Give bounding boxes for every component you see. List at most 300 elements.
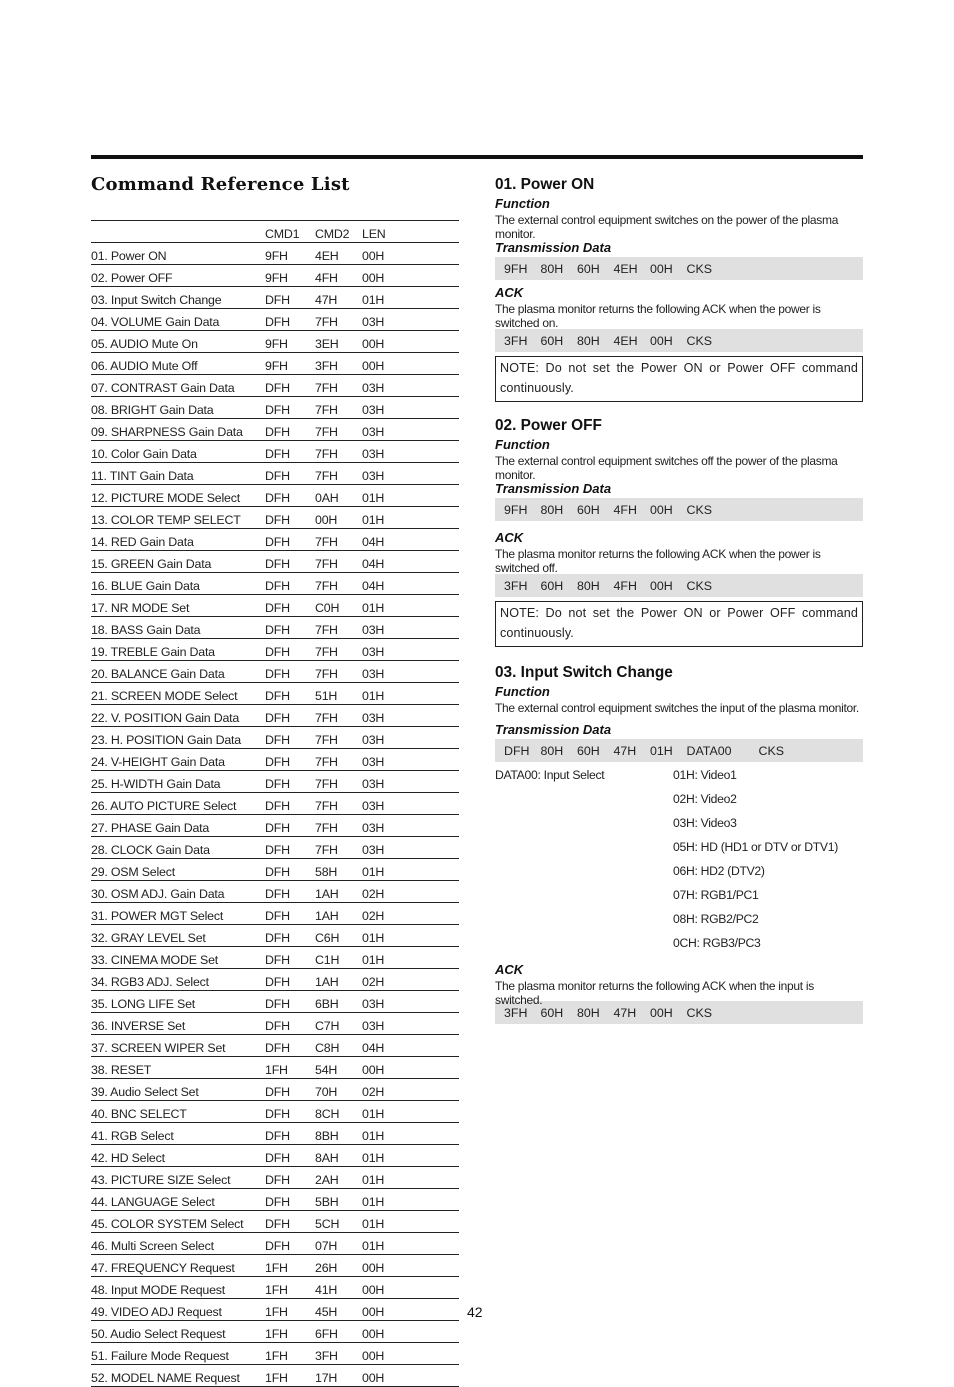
cmd1-value: 1FH	[265, 1321, 315, 1343]
table-row	[91, 353, 459, 375]
command-name: 24. V-HEIGHT Gain Data	[91, 749, 265, 771]
byte: 60H	[540, 333, 564, 348]
cmd2-value: C6H	[315, 925, 362, 947]
cmd1-value: DFH	[265, 969, 315, 991]
table-row	[91, 1057, 459, 1079]
len-value: 01H	[362, 1101, 459, 1123]
cmd1-value: 9FH	[265, 243, 315, 265]
command-name: 01. Power ON	[91, 243, 265, 265]
page-number: 42	[467, 1304, 483, 1320]
byte: CKS	[758, 743, 784, 758]
cmd1-value: DFH	[265, 529, 315, 551]
byte: 47H	[613, 1005, 637, 1020]
table-row	[91, 485, 459, 507]
command-name: 45. COLOR SYSTEM Select	[91, 1211, 265, 1233]
cmd1-value: DFH	[265, 507, 315, 529]
function-label: Function	[495, 437, 550, 452]
cmd1-value: DFH	[265, 859, 315, 881]
transmission-label: Transmission Data	[495, 240, 612, 255]
cmd1-value: DFH	[265, 749, 315, 771]
table-row	[91, 463, 459, 485]
table-row	[91, 661, 459, 683]
cmd2-value: C0H	[315, 595, 362, 617]
cmd2-value: C7H	[315, 1013, 362, 1035]
byte: 3FH	[504, 578, 528, 593]
len-value: 00H	[362, 353, 459, 375]
section-title: 01. Power ON	[495, 176, 595, 193]
table-row	[91, 815, 459, 837]
len-value: 04H	[362, 573, 459, 595]
len-value: 03H	[362, 1013, 459, 1035]
cmd2-value: 58H	[315, 859, 362, 881]
table-row	[91, 903, 459, 925]
len-value: 03H	[362, 771, 459, 793]
table-row	[91, 441, 459, 463]
list-item: 05H: HD (HD1 or DTV or DTV1)	[673, 840, 838, 854]
cmd1-value: DFH	[265, 815, 315, 837]
len-value: 01H	[362, 595, 459, 617]
function-text: The external control equipment switches the input of the plasma monitor.	[495, 701, 859, 715]
len-value: 01H	[362, 1211, 459, 1233]
table-row	[91, 859, 459, 881]
byte: 60H	[540, 1005, 564, 1020]
table-row	[91, 1343, 459, 1365]
command-name: 37. SCREEN WIPER Set	[91, 1035, 265, 1057]
len-value: 03H	[362, 441, 459, 463]
cmd1-value: DFH	[265, 441, 315, 463]
cmd1-value: DFH	[265, 991, 315, 1013]
cmd1-value: DFH	[265, 573, 315, 595]
table-row	[91, 375, 459, 397]
section-title: 03. Input Switch Change	[495, 664, 673, 681]
cmd2-value: 5CH	[315, 1211, 362, 1233]
table-row	[91, 309, 459, 331]
byte: 00H	[650, 261, 673, 276]
transmission-data	[495, 739, 863, 762]
len-value: 04H	[362, 529, 459, 551]
len-value: 03H	[362, 837, 459, 859]
cmd2-value: 7FH	[315, 727, 362, 749]
cmd2-value: 7FH	[315, 837, 362, 859]
cmd2-value: 3FH	[315, 1343, 362, 1365]
command-name: 06. AUDIO Mute Off	[91, 353, 265, 375]
len-value: 01H	[362, 1189, 459, 1211]
command-name: 46. Multi Screen Select	[91, 1233, 265, 1255]
cmd1-value: DFH	[265, 661, 315, 683]
len-value: 00H	[362, 243, 459, 265]
table-row	[91, 1079, 459, 1101]
table-row	[91, 947, 459, 969]
byte: 00H	[650, 502, 673, 517]
table-row	[91, 529, 459, 551]
note-box: NOTE: Do not set the Power ON or Power OFF command continuously.	[495, 356, 863, 402]
table-row	[91, 507, 459, 529]
len-value: 03H	[362, 639, 459, 661]
byte: 80H	[577, 1005, 600, 1020]
table-row	[91, 1189, 459, 1211]
command-name: 05. AUDIO Mute On	[91, 331, 265, 353]
len-value: 02H	[362, 969, 459, 991]
section-power-on	[495, 176, 863, 402]
command-name: 12. PICTURE MODE Select	[91, 485, 265, 507]
byte: 80H	[577, 578, 600, 593]
cmd2-value: 17H	[315, 1365, 362, 1387]
table-row	[91, 881, 459, 903]
command-name: 10. Color Gain Data	[91, 441, 265, 463]
table-row	[91, 243, 459, 265]
len-value: 01H	[362, 287, 459, 309]
cmd1-value: DFH	[265, 419, 315, 441]
cmd2-value: 0AH	[315, 485, 362, 507]
cmd1-value: DFH	[265, 1079, 315, 1101]
cmd2-value: 7FH	[315, 661, 362, 683]
cmd2-value: 1AH	[315, 881, 362, 903]
table-row	[91, 1277, 459, 1299]
byte: 80H	[577, 333, 600, 348]
byte: 80H	[540, 261, 564, 276]
ack-label: ACK	[495, 962, 524, 977]
len-value: 04H	[362, 1035, 459, 1057]
table-row	[91, 991, 459, 1013]
section-input-switch	[495, 664, 863, 1024]
function-text: The external control equipment switches off the power of the plasma monitor.	[495, 454, 838, 482]
cmd2-value: 7FH	[315, 815, 362, 837]
cmd2-value: 7FH	[315, 309, 362, 331]
cmd1-value: DFH	[265, 903, 315, 925]
len-value: 04H	[362, 551, 459, 573]
command-name: 42. HD Select	[91, 1145, 265, 1167]
byte: 4EH	[613, 261, 638, 276]
cmd1-value: DFH	[265, 771, 315, 793]
cmd1-value: DFH	[265, 639, 315, 661]
cmd1-value: DFH	[265, 1211, 315, 1233]
len-value: 03H	[362, 749, 459, 771]
command-name: 33. CINEMA MODE Set	[91, 947, 265, 969]
command-name: 31. POWER MGT Select	[91, 903, 265, 925]
table-row	[91, 1101, 459, 1123]
cmd1-value: 1FH	[265, 1343, 315, 1365]
ack-label: ACK	[495, 285, 524, 300]
cmd2-value: 4EH	[315, 243, 362, 265]
command-table	[91, 220, 459, 1387]
list-item: 08H: RGB2/PC2	[673, 912, 759, 926]
command-name: 48. Input MODE Request	[91, 1277, 265, 1299]
header-name	[91, 221, 265, 243]
len-value: 00H	[362, 1057, 459, 1079]
byte: 60H	[577, 743, 600, 758]
command-name: 20. BALANCE Gain Data	[91, 661, 265, 683]
cmd1-value: DFH	[265, 705, 315, 727]
table-row	[91, 683, 459, 705]
command-name: 26. AUTO PICTURE Select	[91, 793, 265, 815]
len-value: 01H	[362, 925, 459, 947]
command-name: 40. BNC SELECT	[91, 1101, 265, 1123]
cmd1-value: DFH	[265, 551, 315, 573]
command-name: 49. VIDEO ADJ Request	[91, 1299, 265, 1321]
command-name: 11. TINT Gain Data	[91, 463, 265, 485]
cmd1-value: DFH	[265, 309, 315, 331]
ack-text: The plasma monitor returns the following ACK when the power is switched on.	[495, 302, 821, 330]
table-row	[91, 1299, 459, 1321]
cmd1-value: 9FH	[265, 331, 315, 353]
len-value: 01H	[362, 683, 459, 705]
len-value: 03H	[362, 463, 459, 485]
cmd2-value: 6FH	[315, 1321, 362, 1343]
table-row	[91, 265, 459, 287]
cmd1-value: DFH	[265, 397, 315, 419]
len-value: 00H	[362, 1321, 459, 1343]
len-value: 03H	[362, 375, 459, 397]
byte: 60H	[577, 502, 600, 517]
cmd2-value: 7FH	[315, 639, 362, 661]
table-row	[91, 1365, 459, 1387]
table-row	[91, 617, 459, 639]
len-value: 01H	[362, 1145, 459, 1167]
cmd1-value: DFH	[265, 1233, 315, 1255]
command-name: 35. LONG LIFE Set	[91, 991, 265, 1013]
ack-label: ACK	[495, 530, 524, 545]
command-name: 16. BLUE Gain Data	[91, 573, 265, 595]
table-row	[91, 397, 459, 419]
cmd2-value: 7FH	[315, 749, 362, 771]
command-name: 47. FREQUENCY Request	[91, 1255, 265, 1277]
byte: 3FH	[504, 1005, 528, 1020]
len-value: 02H	[362, 881, 459, 903]
command-name: 41. RGB Select	[91, 1123, 265, 1145]
command-name: 07. CONTRAST Gain Data	[91, 375, 265, 397]
cmd1-value: DFH	[265, 287, 315, 309]
ack-data	[495, 329, 863, 352]
list-item: 03H: Video3	[673, 816, 737, 830]
len-value: 03H	[362, 793, 459, 815]
command-name: 36. INVERSE Set	[91, 1013, 265, 1035]
byte: CKS	[686, 502, 712, 517]
cmd2-value: 70H	[315, 1079, 362, 1101]
len-value: 00H	[362, 265, 459, 287]
table-row	[91, 1255, 459, 1277]
command-name: 15. GREEN Gain Data	[91, 551, 265, 573]
right-column	[495, 176, 863, 1024]
cmd2-value: 51H	[315, 683, 362, 705]
table-row	[91, 595, 459, 617]
command-name: 50. Audio Select Request	[91, 1321, 265, 1343]
cmd2-value: 41H	[315, 1277, 362, 1299]
len-value: 01H	[362, 1167, 459, 1189]
len-value: 02H	[362, 903, 459, 925]
cmd2-value: 7FH	[315, 705, 362, 727]
table-row	[91, 925, 459, 947]
cmd2-value: 7FH	[315, 617, 362, 639]
command-name: 30. OSM ADJ. Gain Data	[91, 881, 265, 903]
command-name: 29. OSM Select	[91, 859, 265, 881]
table-row	[91, 1145, 459, 1167]
len-value: 01H	[362, 859, 459, 881]
byte: 00H	[650, 333, 673, 348]
transmission-label: Transmission Data	[495, 481, 612, 496]
cmd1-value: 1FH	[265, 1255, 315, 1277]
len-value: 00H	[362, 331, 459, 353]
cmd1-value: DFH	[265, 925, 315, 947]
cmd2-value: 7FH	[315, 771, 362, 793]
cmd2-value: 3EH	[315, 331, 362, 353]
cmd1-value: DFH	[265, 1035, 315, 1057]
len-value: 03H	[362, 991, 459, 1013]
cmd1-value: DFH	[265, 683, 315, 705]
table-row	[91, 639, 459, 661]
table-row	[91, 551, 459, 573]
byte: 4EH	[613, 333, 638, 348]
cmd2-value: 8BH	[315, 1123, 362, 1145]
len-value: 01H	[362, 1233, 459, 1255]
cmd2-value: 54H	[315, 1057, 362, 1079]
len-value: 01H	[362, 507, 459, 529]
list-item: 02H: Video2	[673, 792, 737, 806]
cmd2-value: 45H	[315, 1299, 362, 1321]
function-label: Function	[495, 684, 550, 699]
cmd2-value: 7FH	[315, 551, 362, 573]
table-row	[91, 705, 459, 727]
cmd1-value: 1FH	[265, 1299, 315, 1321]
table-row	[91, 1035, 459, 1057]
cmd1-value: DFH	[265, 595, 315, 617]
len-value: 00H	[362, 1365, 459, 1387]
list-item: 0CH: RGB3/PC3	[673, 936, 761, 950]
cmd2-value: 7FH	[315, 441, 362, 463]
len-value: 01H	[362, 1123, 459, 1145]
cmd2-value: 26H	[315, 1255, 362, 1277]
header-cmd1: CMD1	[265, 221, 315, 243]
byte: CKS	[686, 578, 712, 593]
table-row	[91, 419, 459, 441]
len-value: 02H	[362, 1079, 459, 1101]
command-name: 04. VOLUME Gain Data	[91, 309, 265, 331]
byte: 9FH	[504, 502, 528, 517]
cmd2-value: 7FH	[315, 463, 362, 485]
command-name: 51. Failure Mode Request	[91, 1343, 265, 1365]
cmd2-value: 3FH	[315, 353, 362, 375]
command-name: 44. LANGUAGE Select	[91, 1189, 265, 1211]
command-name: 21. SCREEN MODE Select	[91, 683, 265, 705]
transmission-data	[495, 257, 863, 280]
byte: 60H	[577, 261, 600, 276]
command-name: 02. Power OFF	[91, 265, 265, 287]
cmd2-value: 7FH	[315, 397, 362, 419]
cmd2-value: 4FH	[315, 265, 362, 287]
command-name: 34. RGB3 ADJ. Select	[91, 969, 265, 991]
list-item: 06H: HD2 (DTV2)	[673, 864, 765, 878]
select-label: DATA00: Input Select	[495, 768, 605, 782]
cmd2-value: 7FH	[315, 573, 362, 595]
byte: 80H	[540, 502, 564, 517]
note-box: NOTE: Do not set the Power ON or Power OFF command continuously.	[495, 601, 863, 647]
cmd1-value: DFH	[265, 1189, 315, 1211]
byte: 4FH	[613, 578, 637, 593]
cmd1-value: DFH	[265, 1145, 315, 1167]
cmd2-value: 8CH	[315, 1101, 362, 1123]
byte: 4FH	[613, 502, 637, 517]
cmd1-value: DFH	[265, 1123, 315, 1145]
function-text: The external control equipment switches on the power of the plasma monitor.	[495, 213, 839, 241]
byte: 80H	[540, 743, 564, 758]
cmd1-value: DFH	[265, 1167, 315, 1189]
byte: 00H	[650, 578, 673, 593]
table-row	[91, 771, 459, 793]
cmd2-value: 6BH	[315, 991, 362, 1013]
table-row	[91, 1123, 459, 1145]
command-name: 18. BASS Gain Data	[91, 617, 265, 639]
table-row	[91, 573, 459, 595]
len-value: 03H	[362, 727, 459, 749]
ack-text: The plasma monitor returns the following ACK when the input is switched.	[495, 979, 814, 1007]
table-row	[91, 1167, 459, 1189]
cmd1-value: DFH	[265, 727, 315, 749]
command-name: 27. PHASE Gain Data	[91, 815, 265, 837]
cmd1-value: DFH	[265, 463, 315, 485]
table-row	[91, 727, 459, 749]
len-value: 00H	[362, 1277, 459, 1299]
input-select-list	[495, 768, 863, 962]
cmd1-value: DFH	[265, 793, 315, 815]
command-name: 08. BRIGHT Gain Data	[91, 397, 265, 419]
len-value: 01H	[362, 485, 459, 507]
cmd2-value: 1AH	[315, 903, 362, 925]
ack-data	[495, 1001, 863, 1024]
command-name: 13. COLOR TEMP SELECT	[91, 507, 265, 529]
command-name: 14. RED Gain Data	[91, 529, 265, 551]
ack-text: The plasma monitor returns the following ACK when the power is switched off.	[495, 547, 821, 575]
byte: CKS	[686, 1005, 712, 1020]
byte: DFH	[504, 743, 530, 758]
byte: 00H	[650, 1005, 673, 1020]
cmd2-value: 47H	[315, 287, 362, 309]
byte: CKS	[686, 261, 712, 276]
byte: 3FH	[504, 333, 528, 348]
table-row	[91, 1321, 459, 1343]
transmission-label: Transmission Data	[495, 722, 612, 737]
cmd2-value: 1AH	[315, 969, 362, 991]
command-name: 09. SHARPNESS Gain Data	[91, 419, 265, 441]
cmd2-value: C8H	[315, 1035, 362, 1057]
byte: 9FH	[504, 261, 528, 276]
command-name: 23. H. POSITION Gain Data	[91, 727, 265, 749]
list-item: 07H: RGB1/PC1	[673, 888, 759, 902]
cmd1-value: DFH	[265, 617, 315, 639]
command-name: 25. H-WIDTH Gain Data	[91, 771, 265, 793]
len-value: 00H	[362, 1299, 459, 1321]
cmd1-value: DFH	[265, 485, 315, 507]
cmd2-value: 7FH	[315, 529, 362, 551]
function-label: Function	[495, 196, 550, 211]
byte: CKS	[686, 333, 712, 348]
command-name: 17. NR MODE Set	[91, 595, 265, 617]
page-title: Command Reference List	[91, 174, 350, 195]
cmd1-value: 1FH	[265, 1365, 315, 1387]
table-row	[91, 331, 459, 353]
len-value: 03H	[362, 309, 459, 331]
command-name: 28. CLOCK Gain Data	[91, 837, 265, 859]
len-value: 03H	[362, 419, 459, 441]
byte: 47H	[613, 743, 637, 758]
len-value: 01H	[362, 947, 459, 969]
cmd2-value: 5BH	[315, 1189, 362, 1211]
header-len: LEN	[362, 221, 459, 243]
cmd1-value: DFH	[265, 881, 315, 903]
command-name: 43. PICTURE SIZE Select	[91, 1167, 265, 1189]
cmd2-value: 07H	[315, 1233, 362, 1255]
cmd2-value: 7FH	[315, 419, 362, 441]
section-title: 02. Power OFF	[495, 417, 602, 434]
table-row	[91, 793, 459, 815]
